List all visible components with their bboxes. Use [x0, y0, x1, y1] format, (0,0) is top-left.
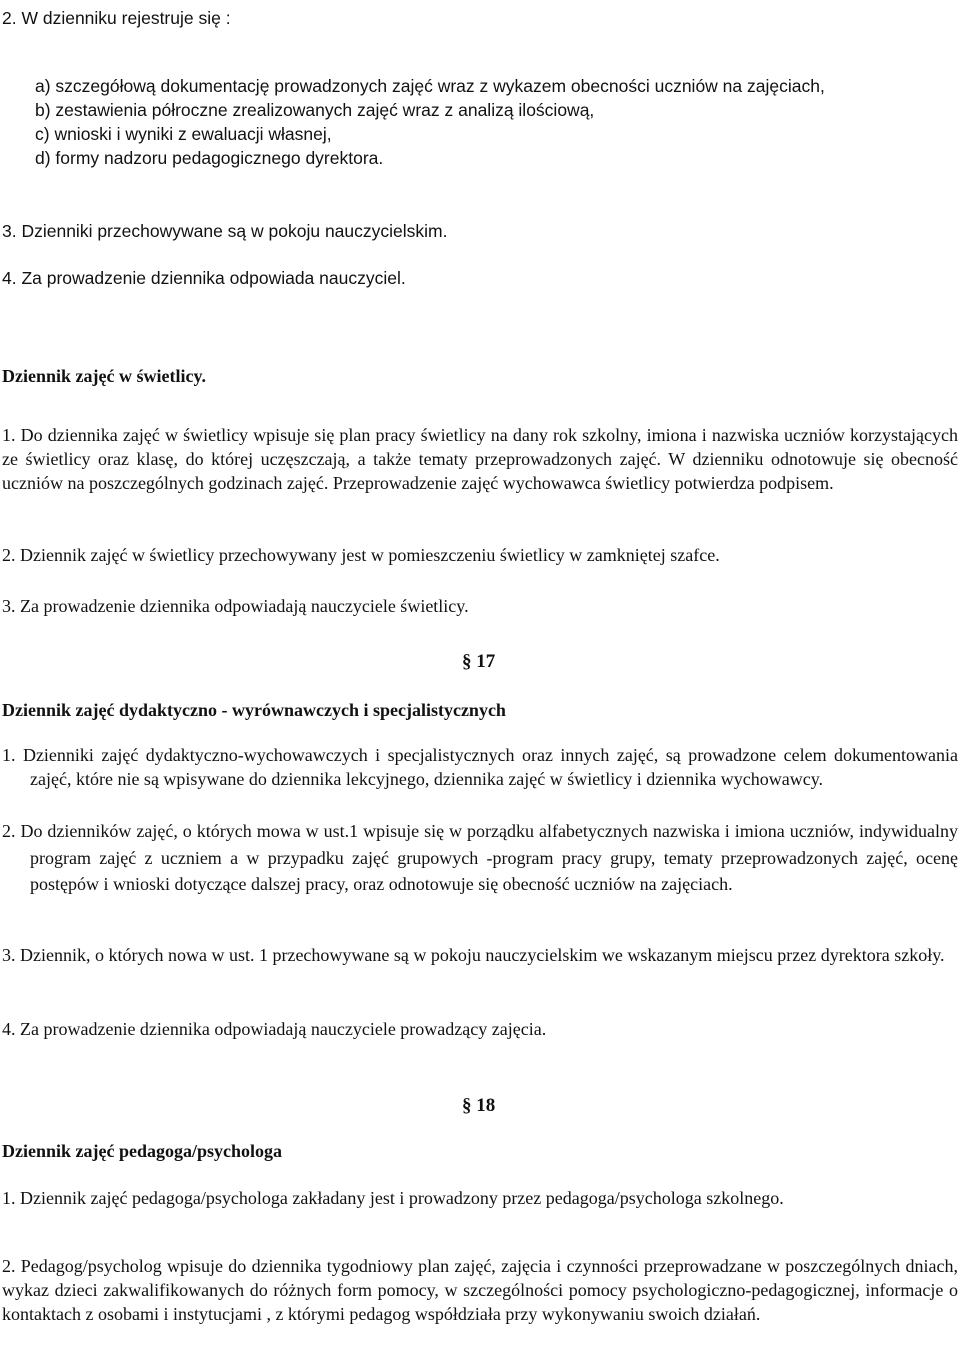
intro-heading: 2. W dzienniku rejestruje się :	[2, 8, 231, 28]
sec18-point-2: 2. Pedagog/psycholog wpisuje do dziennika tygodniowy plan zajęć, zajęcia i czynności przeprowadzane w poszczególnych dniach, wykaz dzieci zakwalifikowanych do różnych form pomocy, w szczególności pomocy psychologiczno-pedagogicznej, informacje o kontaktach z osobami i instytucjami , z którymi pedagog współdziała przy wykonywaniu swoich działań.	[2, 1256, 958, 1324]
point-3: 3. Dzienniki przechowywane są w pokoju nauczycielskim.	[2, 221, 448, 241]
section-title-swietlica: Dziennik zajęć w świetlicy.	[2, 366, 206, 386]
sec17-point-4: 4. Za prowadzenie dziennika odpowiadają nauczyciele prowadzący zajęcia.	[2, 1019, 547, 1039]
point-4: 4. Za prowadzenie dziennika odpowiada nauczyciel.	[2, 268, 406, 288]
register-list	[35, 74, 960, 170]
section-sign-17: § 17	[462, 651, 496, 672]
sec18-point-1: 1. Dziennik zajęć pedagoga/psychologa zakładany jest i prowadzony przez pedagoga/psychologa szkolnego.	[2, 1188, 784, 1208]
list-item: b) zestawienia półroczne zrealizowanych zajęć wraz z analizą ilościową,	[35, 100, 595, 120]
list-item: d) formy nadzoru pedagogicznego dyrektora.	[35, 148, 384, 168]
list-item: a) szczegółową dokumentację prowadzonych zajęć wraz z wykazem obecności uczniów na zajęciach,	[35, 76, 825, 96]
sec17-point-2: 2. Do dzienników zajęć, o których mowa w ust.1 wpisuje się w porządku alfabetycznych nazwiska i imiona uczniów, indywidualny program zajęć z uczniem a w przypadku zajęć grupowych -program pracy grupy, tematy przeprowadzonych zajęć, ocenę postępów i wnioski dotyczące dalszej pracy, oraz odnotowuje się obecność uczniów na zajęciach.	[2, 821, 958, 894]
swietlica-point-1: 1. Do dziennika zajęć w świetlicy wpisuje się plan pracy świetlicy na dany rok szkolny, imiona i nazwiska uczniów korzystających ze świetlicy oraz klasę, do której uczęszczają, a także tematy przeprowadzonych zajęć. W dzienniku odnotowuje się obecność uczniów na poszczególnych godzinach zajęć. Przeprowadzenie zajęć wychowawca świetlicy potwierdza podpisem.	[2, 425, 958, 493]
sec17-point-3: 3. Dziennik, o których nowa w ust. 1 przechowywane są w pokoju nauczycielskim we wskazanym miejscu przez dyrektora szkoły.	[2, 945, 945, 965]
section-sign-18: § 18	[462, 1095, 496, 1116]
sec17-point-1: 1. Dzienniki zajęć dydaktyczno-wychowawczych i specjalistycznych oraz innych zajęć, są prowadzone celem dokumentowania zajęć, które nie są wpisywane do dziennika lekcyjnego, dziennika zajęć w świetlicy i dziennika wychowawcy.	[2, 745, 958, 789]
swietlica-point-3: 3. Za prowadzenie dziennika odpowiadają nauczyciele świetlicy.	[2, 596, 469, 616]
section-title-18: Dziennik zajęć pedagoga/psychologa	[2, 1141, 283, 1161]
section-title-17: Dziennik zajęć dydaktyczno - wyrównawczych i specjalistycznych	[2, 700, 506, 720]
list-item: c) wnioski i wyniki z ewaluacji własnej,	[35, 124, 332, 144]
swietlica-point-2: 2. Dziennik zajęć w świetlicy przechowywany jest w pomieszczeniu świetlicy w zamkniętej szafce.	[2, 545, 720, 565]
